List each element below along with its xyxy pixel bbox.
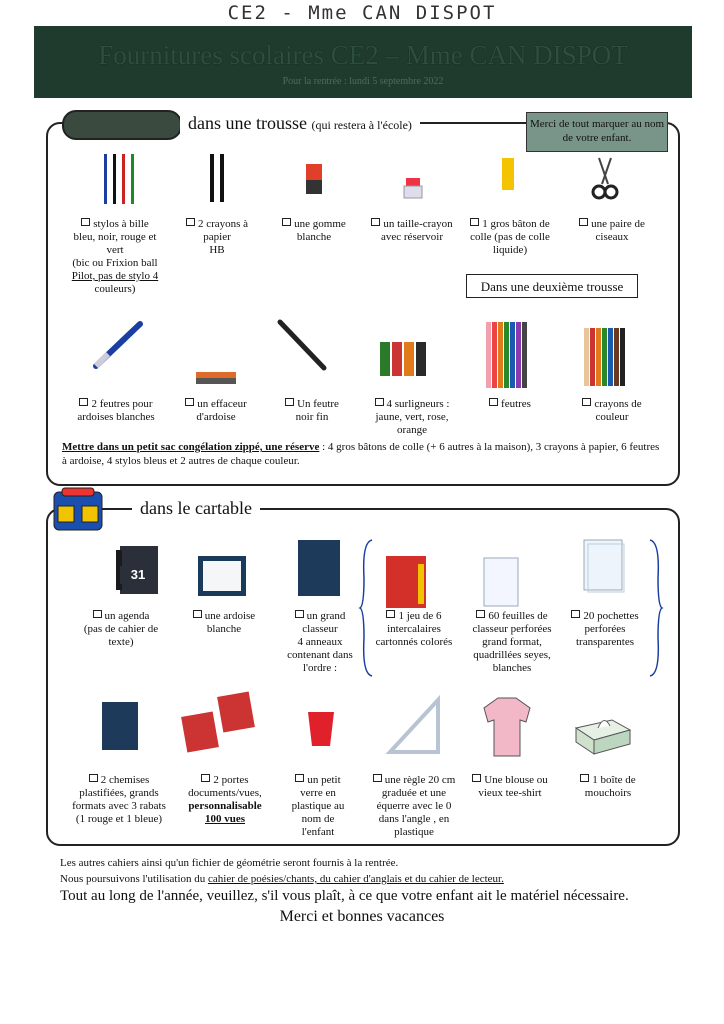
- item-line: jaune, vert, rose,: [375, 411, 449, 423]
- item-line: plastique: [394, 826, 434, 838]
- item-felt-pens: [460, 398, 560, 411]
- item-line: 100 vues: [204, 813, 246, 825]
- item-line: perforées: [584, 623, 626, 635]
- item-slate: [176, 610, 272, 636]
- item-line: couleurs): [94, 283, 136, 295]
- item-colored-pencils: [562, 398, 662, 424]
- trousse-note: (qui restera à l'école): [311, 118, 412, 132]
- item-line: ciseaux: [595, 231, 629, 243]
- item-line: intercalaires: [387, 623, 441, 635]
- item-line: un grand: [306, 610, 346, 622]
- checkbox-icon: [285, 398, 294, 406]
- pencils-icon: [208, 152, 228, 204]
- checkbox-icon: [295, 774, 304, 782]
- item-scissors: [562, 218, 662, 244]
- plastic-cup-icon: [306, 710, 336, 748]
- item-line: graduée et une: [381, 787, 447, 799]
- item-line: personnalisable: [188, 800, 262, 812]
- checkbox-icon: [472, 774, 481, 782]
- item-line: un taille-crayon: [383, 218, 453, 230]
- item-line: (pas de cahier de: [83, 623, 159, 635]
- reserve-text: : 4 gros bâtons de colle (+ 6 autres à la maison), 3 crayons à papier, 6 feutres à ardoise, 4 stylos bleus et 2 autres de chaque couleur.: [62, 441, 660, 467]
- item-line: une paire de: [591, 218, 645, 230]
- left-brace-icon: [360, 538, 374, 678]
- item-fine-marker: [266, 398, 358, 424]
- item-line: feutres: [501, 398, 531, 410]
- checkbox-icon: [579, 218, 588, 226]
- agenda-day: 31: [120, 566, 156, 584]
- item-line: avec réservoir: [381, 231, 443, 243]
- item-line: Une blouse ou: [484, 774, 548, 786]
- item-smock: [460, 774, 560, 800]
- right-brace-icon: [648, 538, 662, 678]
- checkbox-icon: [282, 218, 291, 226]
- item-line: 2 feutres pour: [91, 398, 153, 410]
- ballpoint-pens-icon: [100, 152, 140, 206]
- item-highlighters: [362, 398, 462, 437]
- item-line: d'ardoise: [196, 411, 236, 423]
- item-line: un petit: [307, 774, 341, 786]
- checkbox-icon: [489, 398, 498, 406]
- item-document-holders: [176, 774, 274, 826]
- pencil-case-icon: [62, 110, 182, 140]
- item-line: l'enfant: [301, 826, 335, 838]
- item-line: cartonnés colorés: [375, 636, 453, 648]
- item-line: nom de: [301, 813, 335, 825]
- item-line: une ardoise: [204, 610, 256, 622]
- trousse-title-text: dans une trousse: [188, 113, 307, 133]
- item-folders: [60, 774, 178, 826]
- slate-eraser-icon: [194, 370, 238, 386]
- label-reminder-tag: Merci de tout marquer au nom de votre enfant.: [526, 112, 668, 152]
- checkbox-icon: [371, 218, 380, 226]
- highlighters-icon: [378, 334, 428, 378]
- item-line: 4 anneaux: [297, 636, 343, 648]
- checkbox-icon: [185, 398, 194, 406]
- item-dividers: [368, 610, 460, 649]
- item-line: l'ordre :: [302, 662, 338, 674]
- tissue-box-icon: [572, 710, 634, 756]
- item-line: 4 surligneurs :: [386, 398, 450, 410]
- checkbox-icon: [582, 398, 591, 406]
- item-line: (bic ou Frixion ball: [72, 257, 158, 269]
- footer-line-3: Tout au long de l'année, veuillez, s'il vous plaît, à ce que votre enfant ait le matériel nécessaire.: [60, 888, 629, 904]
- checkbox-icon: [79, 398, 88, 406]
- item-line: verre en: [300, 787, 336, 799]
- checkbox-icon: [295, 610, 304, 618]
- item-line: documents/vues,: [188, 787, 262, 799]
- item-tissue-box: [560, 774, 656, 800]
- item-agenda: [66, 610, 176, 649]
- ruler-square-icon: [386, 696, 442, 756]
- handwritten-class-label: CE2 - Mme CAN DISPOT: [227, 2, 497, 24]
- item-pencils: [172, 218, 262, 257]
- item-sharpener: [362, 218, 462, 244]
- item-line: bleu, noir, rouge et: [73, 231, 157, 243]
- item-line: Un feutre: [297, 398, 339, 410]
- item-line: plastifiées, grands: [79, 787, 159, 799]
- document-holders-icon: [182, 692, 258, 756]
- glue-stick-icon: [500, 156, 516, 192]
- fine-marker-icon: [276, 318, 330, 374]
- checkbox-icon: [81, 218, 90, 226]
- item-line: un effaceur: [197, 398, 247, 410]
- item-loose-sheets: [460, 610, 564, 675]
- dividers-icon: [384, 554, 428, 610]
- closing-message: Merci et bonnes vacances: [279, 908, 445, 925]
- item-slate-eraser: [172, 398, 260, 424]
- item-line: un agenda: [104, 610, 150, 622]
- item-line: HB: [209, 244, 225, 256]
- scissors-icon: [590, 154, 620, 202]
- item-line: colle (pas de colle: [470, 231, 550, 243]
- loose-sheets-icon: [482, 556, 520, 608]
- item-line: une gomme: [294, 218, 346, 230]
- checkbox-icon: [580, 774, 589, 782]
- item-line: classeur perforées: [472, 623, 552, 635]
- item-line: équerre avec le 0: [376, 800, 452, 812]
- slate-icon: [196, 554, 248, 598]
- item-line: formats avec 3 rabats: [72, 800, 166, 812]
- item-line: (1 rouge et 1 bleue): [75, 813, 163, 825]
- item-line: vert: [106, 244, 124, 256]
- item-glue-stick: [460, 218, 560, 257]
- trousse-title: [180, 113, 420, 134]
- item-line: crayons de: [594, 398, 642, 410]
- checkbox-icon: [476, 610, 485, 618]
- item-ballpoint-pens: [60, 218, 170, 296]
- item-line: couleur: [595, 411, 629, 423]
- item-line: 2 chemises: [100, 774, 150, 786]
- reserve-heading: Mettre dans un petit sac congélation zippé, une réserve: [62, 441, 320, 453]
- item-line: 60 feuilles de: [488, 610, 548, 622]
- smock-icon: [482, 696, 532, 758]
- binder-icon: [296, 538, 342, 598]
- felt-pens-icon: [484, 320, 530, 390]
- item-line: 1 jeu de 6: [398, 610, 442, 622]
- page-title: Fournitures scolaires CE2 – Mme CAN DISPOT: [98, 40, 628, 70]
- item-line: grand format,: [482, 636, 542, 648]
- item-whiteboard-markers: [60, 398, 172, 424]
- item-sheet-protectors: [560, 610, 650, 649]
- item-line: 20 pochettes: [583, 610, 639, 622]
- cartable-title: dans le cartable: [132, 498, 260, 519]
- item-eraser: [268, 218, 360, 244]
- item-line: stylos à bille: [93, 218, 149, 230]
- pencil-sharpener-icon: [402, 176, 424, 202]
- checkbox-icon: [373, 774, 382, 782]
- item-line: 2 crayons à: [197, 218, 249, 230]
- item-line: mouchoirs: [584, 787, 632, 799]
- item-line: ardoises blanches: [77, 411, 155, 423]
- item-plastic-cup: [282, 774, 354, 839]
- checkbox-icon: [93, 610, 102, 618]
- page-subtitle: Pour la rentrée : lundi 5 septembre 2022: [282, 76, 444, 87]
- item-line: blanches: [492, 662, 532, 674]
- item-line: blanche: [296, 231, 332, 243]
- item-line: noir fin: [295, 411, 329, 423]
- checkbox-icon: [375, 398, 384, 406]
- footer-line-1: Les autres cahiers ainsi qu'un fichier de géométrie seront fournis à la rentrée.: [60, 857, 399, 869]
- second-case-label: Dans une deuxième trousse: [466, 274, 638, 298]
- checkbox-icon: [201, 774, 210, 782]
- item-line: transparentes: [575, 636, 635, 648]
- footer-line-2-start: Nous poursuivons l'utilisation du: [60, 873, 209, 885]
- item-line: 2 portes: [213, 774, 249, 786]
- colored-pencils-icon: [582, 326, 628, 388]
- item-line: quadrillées seyes,: [473, 649, 551, 661]
- item-line: blanche: [206, 623, 242, 635]
- item-line: contenant dans: [287, 649, 353, 661]
- footer-line-2-link: cahier de poésies/chants, du cahier d'anglais et du cahier de lecteur.: [208, 873, 504, 885]
- folders-icon: [100, 700, 140, 752]
- item-ruler-square: [362, 774, 466, 839]
- item-binder: [278, 610, 362, 675]
- item-line: texte): [108, 636, 134, 648]
- item-line: orange: [397, 424, 427, 436]
- checkbox-icon: [571, 610, 580, 618]
- item-line: vieux tee-shirt: [478, 787, 542, 799]
- sheet-protectors-icon: [582, 538, 626, 594]
- reserve-note: [62, 440, 662, 468]
- schoolbag-icon: [50, 484, 106, 532]
- checkbox-icon: [89, 774, 98, 782]
- checkbox-icon: [386, 610, 395, 618]
- item-line: classeur: [302, 623, 338, 635]
- item-line: dans l'angle , en: [378, 813, 450, 825]
- item-line: Pilot, pas de stylo 4: [71, 270, 159, 282]
- item-line: 1 gros bâton de: [482, 218, 550, 230]
- item-line: plastique au: [291, 800, 345, 812]
- whiteboard-marker-icon: [90, 318, 146, 372]
- checkbox-icon: [193, 610, 202, 618]
- item-line: une règle 20 cm: [384, 774, 456, 786]
- item-line: 1 boîte de: [592, 774, 636, 786]
- eraser-icon: [304, 162, 324, 198]
- item-line: papier: [203, 231, 231, 243]
- item-line: liquide): [492, 244, 528, 256]
- checkbox-icon: [470, 218, 479, 226]
- footer-line-2: [60, 873, 504, 885]
- checkbox-icon: [186, 218, 195, 226]
